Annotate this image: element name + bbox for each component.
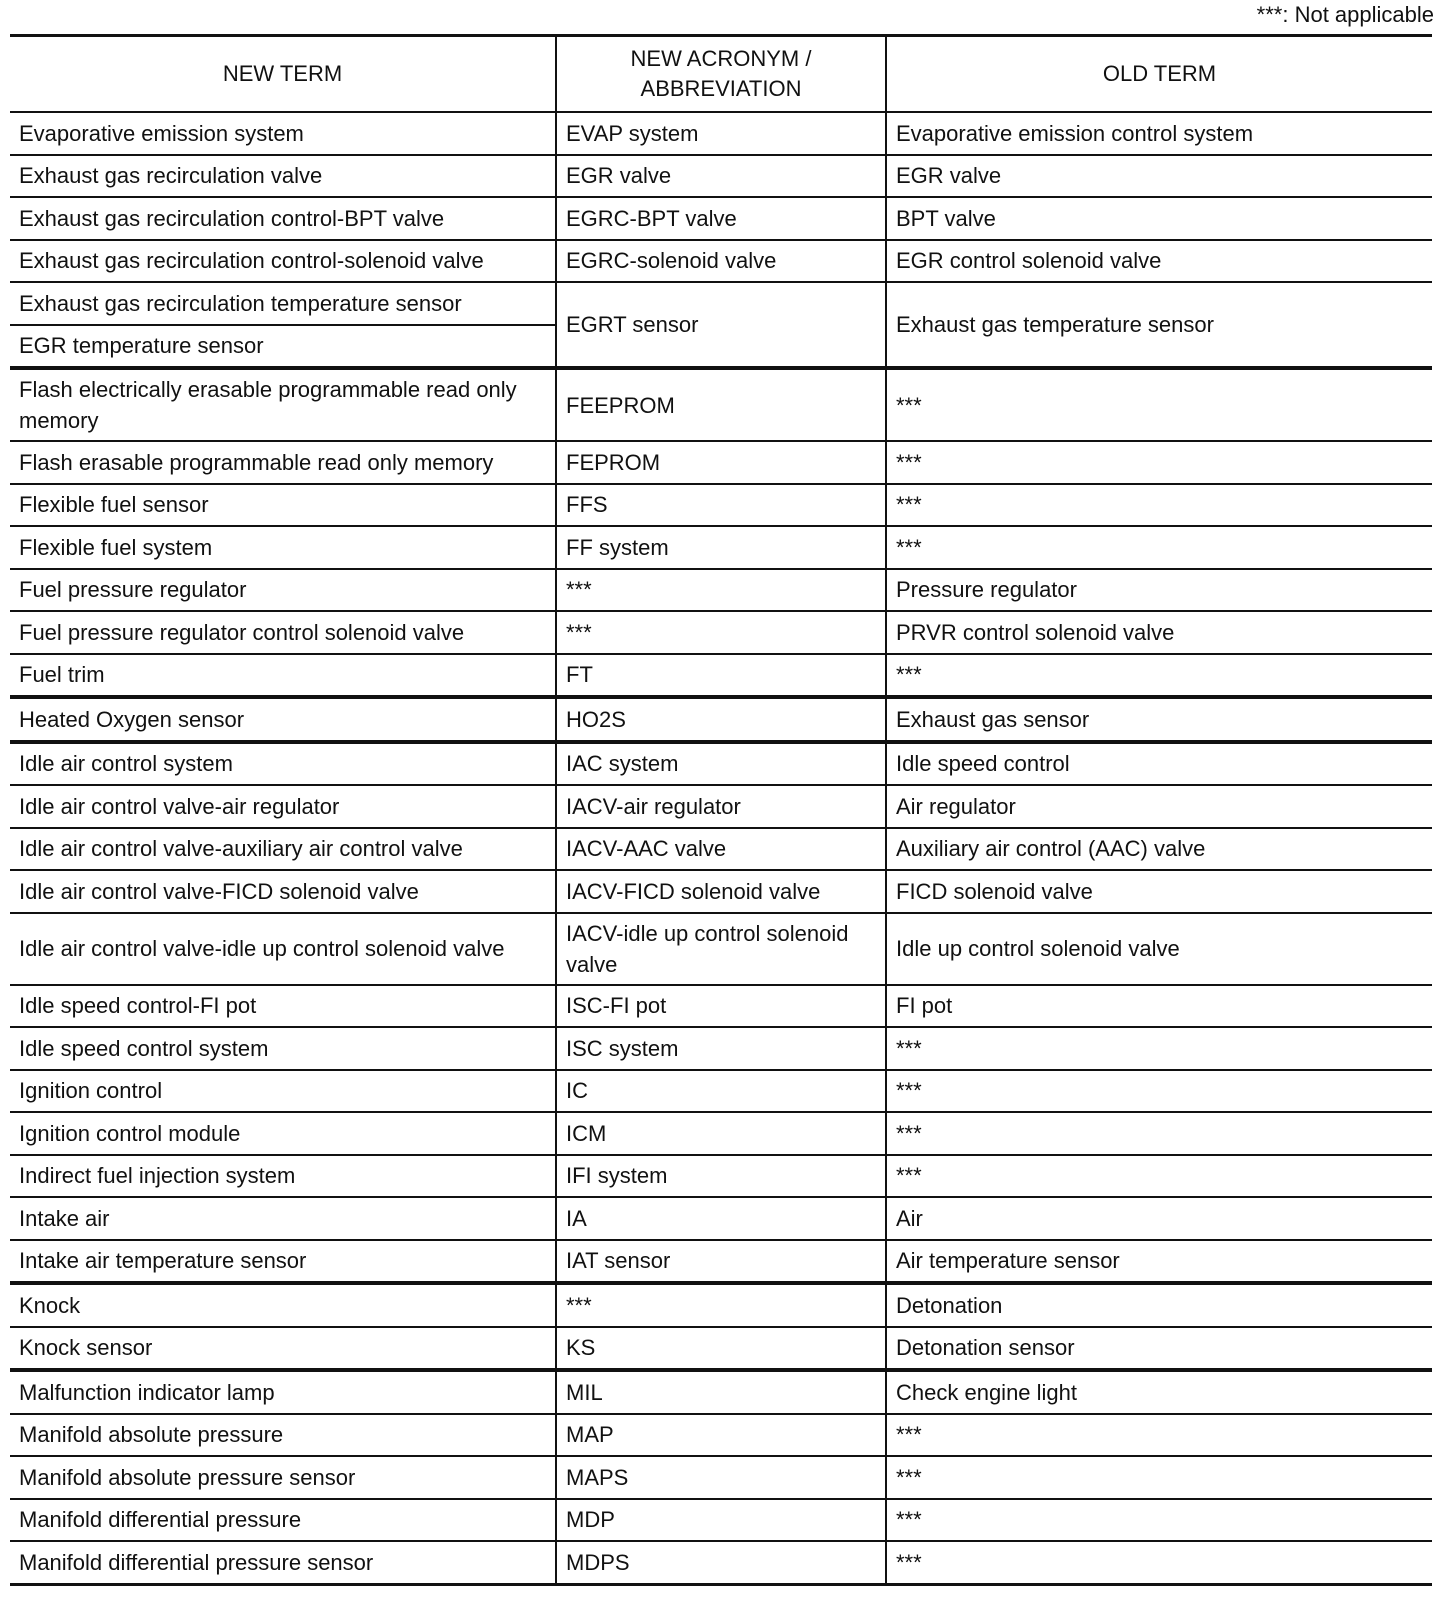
- header-new-acronym: NEW ACRONYM / ABBREVIATION: [556, 36, 886, 113]
- old-term-cell: Exhaust gas sensor: [886, 697, 1432, 742]
- not-applicable-note: ***: Not applicable: [1256, 2, 1434, 27]
- acronym-cell: IACV-idle up control solenoid valve: [556, 913, 886, 985]
- acronym-cell: IAT sensor: [556, 1240, 886, 1284]
- acronym-cell: IA: [556, 1197, 886, 1240]
- table-row: [10, 197, 1432, 240]
- acronym-cell: ISC-FI pot: [556, 985, 886, 1028]
- acronym-cell: EVAP system: [556, 112, 886, 155]
- new-term-cell: Idle air control system: [10, 742, 556, 786]
- new-term-cell: Manifold absolute pressure sensor: [10, 1456, 556, 1499]
- acronym-cell: HO2S: [556, 697, 886, 742]
- new-term-cell: Manifold absolute pressure: [10, 1414, 556, 1457]
- table-row: [10, 1499, 1432, 1542]
- acronym-cell: EGR valve: [556, 155, 886, 198]
- table-row: [10, 742, 1432, 786]
- old-term-cell: ***: [886, 1070, 1432, 1113]
- acronym-cell: EGRC-BPT valve: [556, 197, 886, 240]
- table-row: [10, 1155, 1432, 1198]
- acronym-cell: ISC system: [556, 1027, 886, 1070]
- old-term-cell: ***: [886, 1112, 1432, 1155]
- new-term-cell: Idle speed control system: [10, 1027, 556, 1070]
- acronym-cell: FF system: [556, 526, 886, 569]
- new-term-cell: Manifold differential pressure sensor: [19, 1549, 374, 1575]
- old-term-cell: EGR valve: [886, 155, 1432, 198]
- acronym-cell: IACV-AAC valve: [556, 828, 886, 871]
- acronym-cell: FEPROM: [556, 441, 886, 484]
- acronym-cell: EGRT sensor: [556, 282, 886, 368]
- new-term-cell: Idle air control valve-FICD solenoid valve: [10, 870, 556, 913]
- acronym-cell: MAPS: [556, 1456, 886, 1499]
- new-term-cell: Idle air control valve-auxiliary air control valve: [10, 828, 556, 871]
- table-row: [10, 1456, 1432, 1499]
- old-term-cell: ***: [886, 441, 1432, 484]
- new-term-cell: Intake air: [10, 1197, 556, 1240]
- acronym-cell: IFI system: [556, 1155, 886, 1198]
- acronym-cell: IC: [556, 1070, 886, 1113]
- new-term-cell: Indirect fuel injection system: [10, 1155, 556, 1198]
- old-term-cell: Idle up control solenoid valve: [886, 913, 1432, 985]
- old-term-cell: Evaporative emission control system: [886, 112, 1432, 155]
- old-term-cell: Detonation sensor: [886, 1327, 1432, 1371]
- terminology-table: [10, 34, 1432, 1586]
- table-row: [10, 1283, 1432, 1327]
- new-term-cell: Manifold differential pressure: [10, 1499, 556, 1542]
- table-row: [10, 913, 1432, 985]
- table-row: [10, 1414, 1432, 1457]
- table-row: [10, 985, 1432, 1028]
- new-term-cell: Exhaust gas recirculation control-BPT valve: [10, 197, 556, 240]
- acronym-cell: ***: [556, 569, 886, 612]
- acronym-cell: MDPS: [556, 1541, 886, 1584]
- old-term-cell: Air temperature sensor: [886, 1240, 1432, 1284]
- table-row: [10, 611, 1432, 654]
- acronym-cell: FEEPROM: [556, 368, 886, 441]
- new-term-cell: Idle air control valve-air regulator: [10, 785, 556, 828]
- table-row: [10, 697, 1432, 742]
- new-term-cell: Heated Oxygen sensor: [10, 697, 556, 742]
- old-term-cell: ***: [886, 1027, 1432, 1070]
- new-term-cell: Fuel pressure regulator: [10, 569, 556, 612]
- old-term-cell: ***: [886, 368, 1432, 441]
- table-row: [10, 569, 1432, 612]
- new-term-cell: Knock sensor: [10, 1327, 556, 1371]
- acronym-cell: ICM: [556, 1112, 886, 1155]
- new-term-cell: Exhaust gas recirculation control-solenoid valve: [10, 240, 556, 283]
- old-term-cell: Air: [886, 1197, 1432, 1240]
- old-term-cell: ***: [886, 1499, 1432, 1542]
- table-row: [10, 654, 1432, 698]
- old-term-cell: ***: [886, 1456, 1432, 1499]
- old-term-cell: ***: [886, 1155, 1432, 1198]
- acronym-cell: IACV-FICD solenoid valve: [556, 870, 886, 913]
- table-row: [10, 785, 1432, 828]
- table-row: [10, 870, 1432, 913]
- table-row: [10, 1070, 1432, 1113]
- new-term-cell: Ignition control: [10, 1070, 556, 1113]
- table-row: [10, 1112, 1432, 1155]
- table-row: [10, 484, 1432, 527]
- new-term-cell: Idle speed control-FI pot: [10, 985, 556, 1028]
- old-term-cell: EGR control solenoid valve: [886, 240, 1432, 283]
- table-row: [10, 1027, 1432, 1070]
- new-term-cell: Malfunction indicator lamp: [10, 1370, 556, 1414]
- table-header-row: [10, 36, 1432, 113]
- old-term-cell: Air regulator: [886, 785, 1432, 828]
- new-term-cell: Flash electrically erasable programmable read only memory: [10, 368, 556, 441]
- new-term-cell: Idle air control valve-idle up control solenoid valve: [10, 913, 556, 985]
- new-term-cell: Fuel pressure regulator control solenoid valve: [10, 611, 556, 654]
- table-row: [10, 828, 1432, 871]
- table-row: [10, 1327, 1432, 1371]
- acronym-cell: ***: [556, 611, 886, 654]
- table-row: [10, 368, 1432, 441]
- table-row: [10, 155, 1432, 198]
- table-row: [10, 112, 1432, 155]
- table-row: [10, 526, 1432, 569]
- acronym-cell: KS: [556, 1327, 886, 1371]
- table-row: [10, 1197, 1432, 1240]
- old-term-cell: ***: [886, 526, 1432, 569]
- acronym-cell: ***: [556, 1283, 886, 1327]
- acronym-cell: IACV-air regulator: [556, 785, 886, 828]
- new-term-cell: Intake air temperature sensor: [10, 1240, 556, 1284]
- new-term-cell: EGR temperature sensor: [10, 325, 556, 369]
- table-row: [10, 282, 1432, 325]
- new-term-cell: Flash erasable programmable read only memory: [10, 441, 556, 484]
- acronym-cell: EGRC-solenoid valve: [556, 240, 886, 283]
- new-term-cell: Flexible fuel system: [10, 526, 556, 569]
- old-term-cell: ***: [886, 484, 1432, 527]
- new-term-cell: Flexible fuel sensor: [10, 484, 556, 527]
- old-term-cell: ***: [886, 1414, 1432, 1457]
- old-term-cell: PRVR control solenoid valve: [886, 611, 1432, 654]
- table-row: [10, 240, 1432, 283]
- old-term-cell: BPT valve: [886, 197, 1432, 240]
- old-term-cell: Auxiliary air control (AAC) valve: [886, 828, 1432, 871]
- table-row: [10, 1541, 1432, 1584]
- old-term-cell: Exhaust gas temperature sensor: [886, 282, 1432, 368]
- old-term-cell: Detonation: [886, 1283, 1432, 1327]
- acronym-cell: FT: [556, 654, 886, 698]
- acronym-cell: MIL: [556, 1370, 886, 1414]
- table-row: [10, 1240, 1432, 1284]
- acronym-cell: MDP: [556, 1499, 886, 1542]
- new-term-cell: Exhaust gas recirculation temperature sensor: [10, 282, 556, 325]
- header-new-term: NEW TERM: [10, 36, 556, 113]
- header-old-term: OLD TERM: [886, 36, 1432, 113]
- new-term-cell: Fuel trim: [10, 654, 556, 698]
- acronym-cell: FFS: [556, 484, 886, 527]
- new-term-cell: Evaporative emission system: [10, 112, 556, 155]
- old-term-cell: FI pot: [886, 985, 1432, 1028]
- new-term-cell: Exhaust gas recirculation valve: [10, 155, 556, 198]
- old-term-cell: ***: [886, 654, 1432, 698]
- old-term-cell: Check engine light: [886, 1370, 1432, 1414]
- old-term-cell: ***: [886, 1541, 1432, 1584]
- old-term-cell: Pressure regulator: [886, 569, 1432, 612]
- table-row: [10, 1370, 1432, 1414]
- acronym-cell: MAP: [556, 1414, 886, 1457]
- old-term-cell: FICD solenoid valve: [886, 870, 1432, 913]
- new-term-cell: Ignition control module: [10, 1112, 556, 1155]
- acronym-cell: IAC system: [556, 742, 886, 786]
- new-term-cell: Knock: [10, 1283, 556, 1327]
- old-term-cell: Idle speed control: [886, 742, 1432, 786]
- table-row: [10, 441, 1432, 484]
